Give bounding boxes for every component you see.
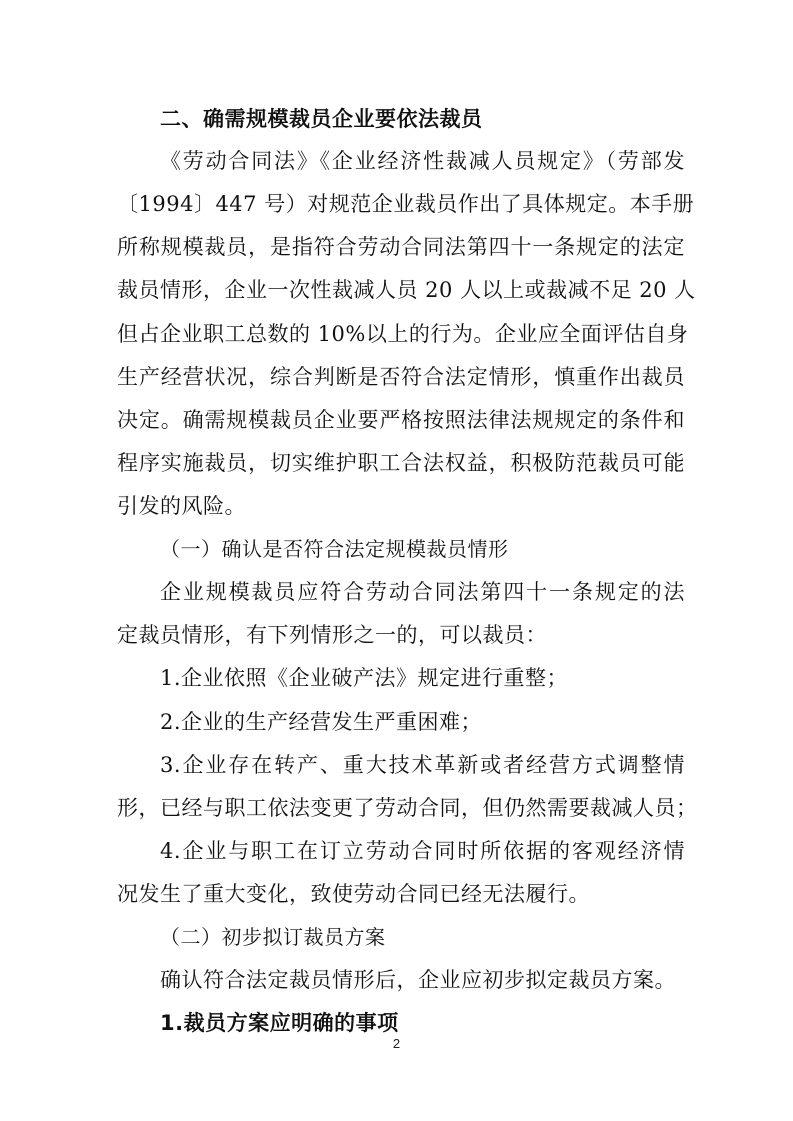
list-item: 1.企业依照《企业破产法》规定进行重整；: [160, 666, 569, 690]
paragraph-line: 生产经营状况，综合判断是否符合法定情形，慎重作出裁员: [117, 365, 685, 389]
subsection-title: （一）确认是否符合法定规模裁员情形: [160, 537, 509, 561]
page-number: 2: [392, 1036, 401, 1051]
paragraph-line: 定裁员情形，有下列情形之一的，可以裁员：: [117, 623, 547, 647]
list-item: 4.企业与职工在订立劳动合同时所依据的客观经济情: [160, 839, 685, 863]
item-title: 1.裁员方案应明确的事项: [160, 1011, 399, 1035]
list-item: 3.企业存在转产、重大技术革新或者经营方式调整情: [160, 753, 685, 777]
paragraph-line: 《劳动合同法》《企业经济性裁减人员规定》（劳部发: [160, 149, 685, 173]
paragraph-line: 决定。确需规模裁员企业要严格按照法律法规规定的条件和: [117, 408, 685, 432]
paragraph-line: 裁员情形，企业一次性裁减人员 20 人以上或裁减不足 20 人: [117, 278, 696, 302]
paragraph-line: 但占企业职工总数的 10%以上的行为。企业应全面评估自身: [117, 322, 689, 346]
paragraph-line: 引发的风险。: [117, 494, 246, 518]
paragraph-line: 程序实施裁员，切实维护职工合法权益，积极防范裁员可能: [117, 451, 685, 475]
paragraph-line: 形，已经与职工依法变更了劳动合同，但仍然需要裁减人员；: [117, 796, 698, 820]
paragraph-line: 所称规模裁员，是指符合劳动合同法第四十一条规定的法定: [117, 235, 685, 259]
section-title: 二、确需规模裁员企业要依法裁员: [160, 107, 483, 131]
paragraph-line: 企业规模裁员应符合劳动合同法第四十一条规定的法: [160, 580, 685, 604]
subsection-title: （二）初步拟订裁员方案: [160, 925, 386, 949]
paragraph-line: 确认符合法定裁员情形后，企业应初步拟定裁员方案。: [160, 968, 676, 992]
paragraph-line: 况发生了重大变化，致使劳动合同已经无法履行。: [117, 882, 590, 906]
list-item: 2.企业的生产经营发生严重困难；: [160, 710, 483, 734]
paragraph-line: 〔1994〕447 号）对规范企业裁员作出了具体规定。本手册: [117, 192, 695, 216]
